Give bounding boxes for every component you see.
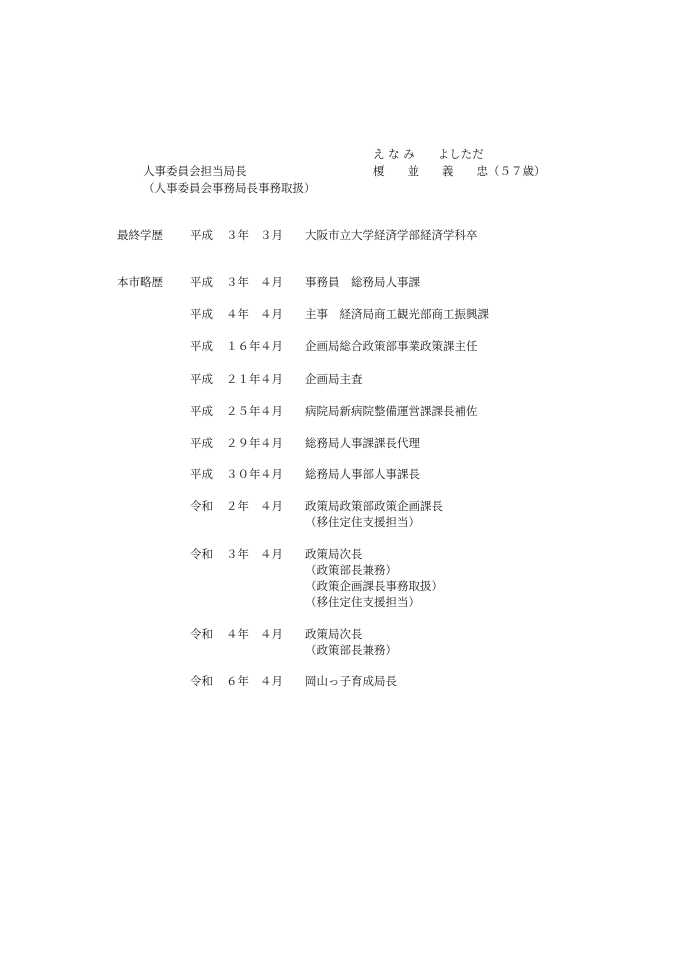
career-desc [305,403,478,419]
career-desc-line: 政策局次長 [305,627,363,641]
career-desc-line: （政策部長兼務） [305,563,397,577]
career-year: ２１年 [226,372,261,386]
career-era: 令和 [190,547,213,561]
career-month: ４月 [260,547,283,561]
career-desc-line: （政策企画課長事務取扱） [305,579,443,593]
position-title: 人事委員会担当局長 [143,164,247,178]
career-desc-line: 企画局主査 [305,372,363,386]
career-era: 令和 [190,674,213,688]
career-desc [305,673,397,689]
career-month: ４月 [260,467,283,481]
education-year: ３年 [226,228,249,242]
career-year: ２９年 [226,436,261,450]
education-label: 最終学歴 [117,228,163,242]
education-desc: 大阪市立大学経済学部経済学科卒 [305,228,478,242]
career-era: 平成 [190,467,213,481]
career-desc-line: （政策部長兼務） [305,643,397,657]
education-era: 平成 [190,228,213,242]
career-year: ３０年 [226,467,261,481]
career-desc [305,274,420,290]
career-month: ４月 [260,674,283,688]
career-desc-line: 政策局次長 [305,547,363,561]
career-era: 平成 [190,339,213,353]
career-year: ４年 [226,307,249,321]
career-year: ２５年 [226,404,261,418]
career-desc [305,435,420,451]
career-desc [305,626,397,658]
career-month: ４月 [260,275,283,289]
career-year: ６年 [226,674,249,688]
career-year: ３年 [226,547,249,561]
career-label: 本市略歴 [117,275,163,289]
career-desc-line: 病院局新病院整備運営課課長補佐 [305,404,478,418]
name-furigana: え な み よしただ [373,147,484,161]
career-desc-line: 岡山っ子育成局長 [305,674,397,688]
career-desc [305,338,478,354]
career-desc-line: 主事 経済局商工観光部商工振興課 [305,307,489,321]
career-desc-line: （移住定住支援担当） [305,515,420,529]
career-month: ４月 [260,499,283,513]
career-month: ４月 [260,372,283,386]
career-era: 平成 [190,307,213,321]
person-name: 榎 並 義 忠（５７歳） [373,164,546,178]
career-desc-line: 総務局人事課課長代理 [305,436,420,450]
career-year: ２年 [226,499,249,513]
career-desc [305,498,443,530]
career-era: 令和 [190,627,213,641]
career-desc [305,371,363,387]
career-desc [305,466,420,482]
career-desc-line: 事務員 総務局人事課 [305,275,420,289]
career-era: 平成 [190,372,213,386]
career-year: ４年 [226,627,249,641]
career-month: ４月 [260,627,283,641]
career-month: ４月 [260,307,283,321]
career-desc-line: （移住定住支援担当） [305,595,420,609]
career-desc [305,306,489,322]
career-desc-line: 総務局人事部人事課長 [305,467,420,481]
career-era: 平成 [190,275,213,289]
career-era: 令和 [190,499,213,513]
career-month: ４月 [260,404,283,418]
career-desc-line: 企画局総合政策部事業政策課主任 [305,339,478,353]
career-year: ３年 [226,275,249,289]
career-desc-line: 政策局政策部政策企画課長 [305,499,443,513]
education-month: ３月 [260,228,283,242]
position-subtitle: （人事委員会事務局長事務取扱） [143,181,316,195]
career-year: １６年 [226,339,261,353]
career-era: 平成 [190,436,213,450]
career-desc [305,546,443,610]
career-month: ４月 [260,436,283,450]
career-month: ４月 [260,339,283,353]
career-era: 平成 [190,404,213,418]
